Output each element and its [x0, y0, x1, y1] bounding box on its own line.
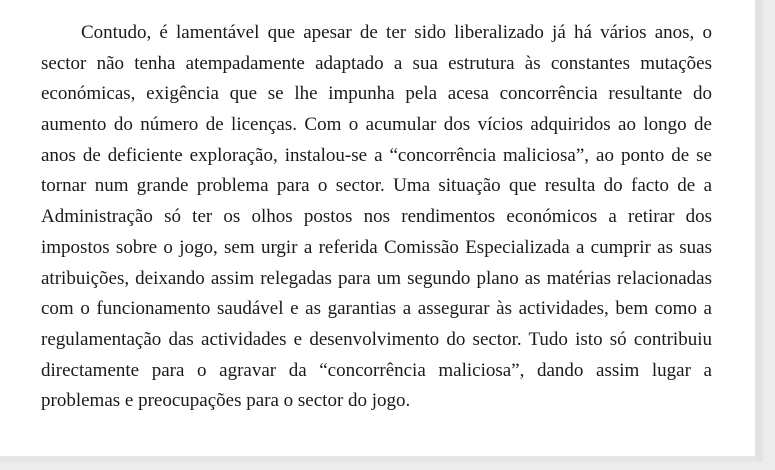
text-line: problemas e preocupações para o sector do jogo.	[41, 390, 411, 412]
text-line: Contudo, é lamentável que apesar de ter sido liberalizado já há vários anos, o	[81, 22, 712, 43]
text-line: com o funcionamento saudável e as garantias a assegurar às actividades, bem como a	[41, 298, 712, 320]
text-line: económicas, exigência que se lhe impunha pela acesa concorrência resultante do	[41, 83, 712, 105]
text-line: regulamentação das actividades e desenvolvimento do sector. Tudo isto só contribuiu	[41, 328, 712, 350]
text-line: directamente para o agravar da “concorrência maliciosa”, dando assim lugar a	[41, 359, 712, 381]
text-line: anos de deficiente exploração, instalou-se a “concorrência maliciosa”, ao ponto de se	[41, 144, 712, 166]
body-paragraph	[41, 18, 712, 417]
text-line: atribuições, deixando assim relegadas para um segundo plano as matérias relacionadas	[41, 267, 712, 289]
text-line: sector não tenha atempadamente adaptado a sua estrutura às constantes mutações	[41, 52, 712, 74]
text-line: tornar num grande problema para o sector. Uma situação que resulta do facto de a	[41, 175, 712, 197]
text-line: impostos sobre o jogo, sem urgir a referida Comissão Especializada a cumprir as suas	[41, 236, 712, 258]
text-line: Administração só ter os olhos postos nos rendimentos económicos a retirar dos	[41, 206, 712, 228]
text-line: aumento do número de licenças. Com o acumular dos vícios adquiridos ao longo de	[41, 114, 712, 136]
